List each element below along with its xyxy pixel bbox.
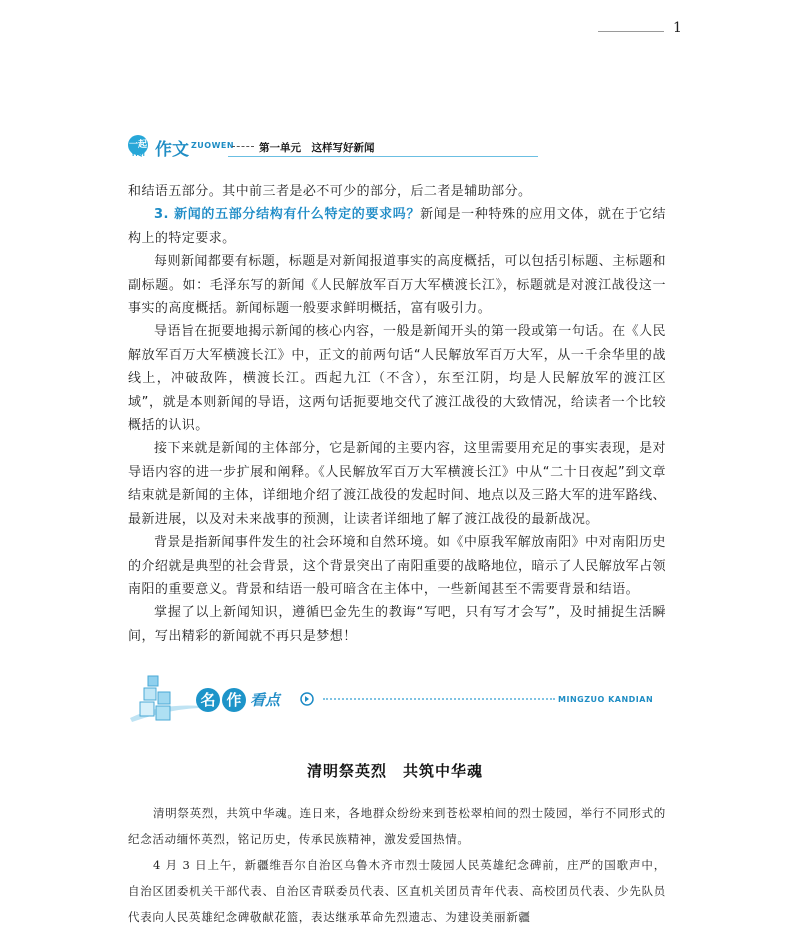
unit-title: 第一单元 这样写好新闻 <box>259 142 375 154</box>
article-title: 清明祭英烈 共筑中华魂 <box>306 762 483 780</box>
paragraph: 导语旨在扼要地揭示新闻的核心内容，一般是新闻开头的第一段或第一句话。在《人民解放军百万大军横渡长江》中，正文的前两句话“人民解放军百万大军，从一千余华里的战线上，冲破敌阵，横渡长江。西起九江（不含），东至江阴，均是人民解放军的渡江区域”，就是本则新闻的导语，这两句话扼要地交代了渡江战役的大致情况，给读者一个比较概括的认识。 <box>128 324 666 434</box>
cubes-icon <box>134 674 190 724</box>
section-name: 作文 <box>155 140 189 160</box>
banner-char-ming: 名 <box>196 688 220 712</box>
question-answer: 新闻是一种特殊的应用文体，就在于它结构上的特定要求。 <box>128 207 666 246</box>
banner-pinyin: MINGZUO KANDIAN <box>558 695 654 704</box>
page-number-rule <box>598 31 664 32</box>
article-paragraph: 4 月 3 日上午，新疆维吾尔自治区乌鲁木齐市烈士陵园人民英雄纪念碑前，庄严的国歌声中，自治区团委机关干部代表、自治区青联委员代表、区直机关团员青年代表、高校团员代表、少先队员代表向人民英雄纪念碑敬献花篮，表达继承革命先烈遗志、为建设美丽新疆 <box>128 858 666 924</box>
banner-kandian: 看点 <box>250 691 281 709</box>
banner-dotted-line <box>323 698 555 700</box>
paragraph: 每则新闻都要有标题，标题是对新闻报道事实的高度概括，可以包括引标题、主标题和副标题。如：毛泽东写的新闻《人民解放军百万大军横渡长江》，标题就是对渡江战役这一事实的高度概括。新闻标题一般要求鲜明概括，富有吸引力。 <box>128 254 666 317</box>
logo-pinyin: YIQI <box>131 151 145 158</box>
paragraph: 接下来就是新闻的主体部分，它是新闻的主要内容，这里需要用充足的事实表现，是对导语内容的进一步扩展和阐释。《人民解放军百万大军横渡长江》中从“二十日夜起”到文章结束就是新闻的主体，详细地介绍了渡江战役的发起时间、地点以及三路大军的进军路线、最新进展，以及对未来战事的预测，让读者详细地了解了渡江战役的最新战况。 <box>128 441 667 527</box>
body-text <box>128 180 666 648</box>
running-header <box>128 133 540 163</box>
article-paragraph: 清明祭英烈，共筑中华魂。连日来，各地群众纷纷来到苍松翠柏间的烈士陵园，举行不同形式的纪念活动缅怀英烈，铭记历史，传承民族精神，激发爱国热情。 <box>128 806 666 846</box>
yiqi-logo-icon: 一起 <box>128 135 148 155</box>
mingzuo-kandian-banner <box>128 670 658 730</box>
article-body <box>128 800 666 930</box>
paragraph: 背景是指新闻事件发生的社会环境和自然环境。如《中原我军解放南阳》中对南阳历史的介绍就是典型的社会背景，这个背景突出了南阳重要的战略地位，暗示了人民解放军占领南阳的重要意义。背景和结语一般可暗含在主体中，一些新闻甚至不需要背景和结语。 <box>128 535 667 597</box>
arrow-right-icon <box>300 692 314 706</box>
paragraph: 和结语五部分。其中前三者是必不可少的部分，后二者是辅助部分。 <box>128 184 532 199</box>
banner-char-zuo: 作 <box>222 688 246 712</box>
header-rule <box>228 156 538 157</box>
paragraph-question <box>128 203 666 250</box>
paragraph: 掌握了以上新闻知识，遵循巴金先生的教诲“写吧，只有写才会写”，及时捕捉生活瞬间，写出精彩的新闻就不再只是梦想！ <box>128 605 666 644</box>
question-heading: 3. 新闻的五部分结构有什么特定的要求吗？ <box>154 207 421 223</box>
section-pinyin: ZUOWEN <box>191 141 235 150</box>
header-dashes <box>232 146 254 147</box>
page-number: 1 <box>673 20 682 36</box>
